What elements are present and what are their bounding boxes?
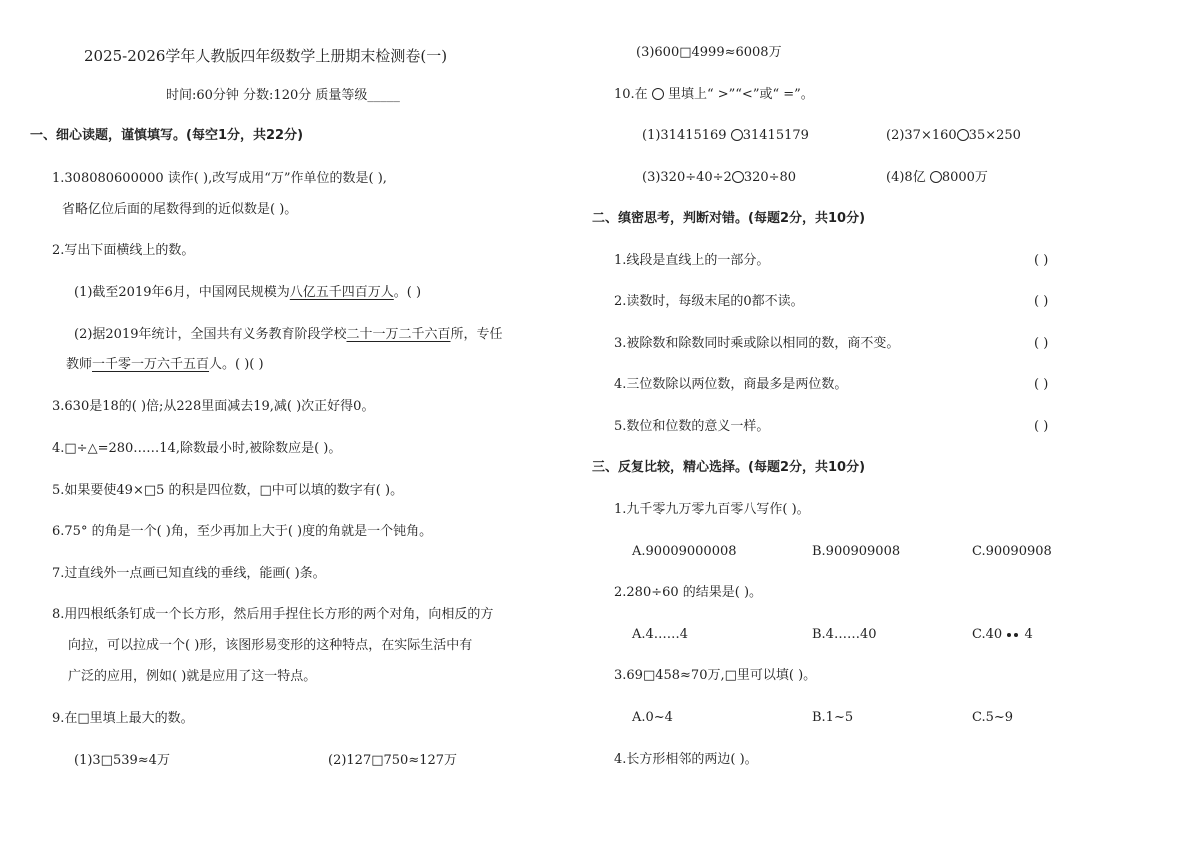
q9-stem: 9.在□里填上最大的数。	[52, 711, 194, 726]
q8-line-a: 8.用四根纸条钉成一个长方形，然后用手捏住长方形的两个对角，向相反的方	[52, 607, 494, 622]
q10-2-left: (2)37×160	[886, 128, 957, 143]
choice-q1-opt-a[interactable]: A.90009000008	[632, 544, 737, 559]
choice-q1-opt-c[interactable]: C.90090908	[972, 544, 1052, 559]
q2-2-pre: (2)据2019年统计，全国共有义务教育阶段学校	[74, 327, 347, 342]
q6: 6.75° 的角是一个( )角，至少再加上大于( )度的角就是一个钝角。	[52, 524, 433, 539]
q2-2	[74, 326, 503, 344]
q7: 7.过直线外一点画已知直线的垂线，能画( )条。	[52, 566, 326, 581]
q2-3-pre: 教师	[66, 357, 93, 372]
q2-3	[66, 356, 264, 374]
choice-q2-opt-a[interactable]: A.4……4	[632, 627, 689, 642]
q10-2	[886, 127, 1021, 145]
judge-item-2: 2.读数时，每级末尾的0都不读。	[614, 294, 804, 309]
choice-q2-opt-c[interactable]	[972, 626, 1033, 644]
choice-q3-opt-b[interactable]: B.1~5	[812, 710, 854, 725]
q10-2-right: 35×250	[968, 128, 1021, 143]
judge-answer-3[interactable]: ( )	[1034, 336, 1049, 351]
judge-answer-4[interactable]: ( )	[1034, 377, 1049, 392]
remainder-dots-icon	[1006, 630, 1020, 640]
q1-line-b: 省略亿位后面的尾数得到的近似数是( )。	[62, 202, 298, 217]
choice-q2-opt-c-value: C.40	[972, 627, 1003, 642]
q10-1	[642, 127, 809, 145]
q2-3-post: 人。( )( )	[209, 357, 264, 372]
q2-1-underlined: 八亿五千四百万人	[289, 285, 394, 300]
q3: 3.630是18的( )倍;从228里面减去19,减( )次正好得0。	[52, 399, 375, 414]
choice-q1-opt-b[interactable]: B.900909008	[812, 544, 901, 559]
q10-1-left: (1)31415169	[642, 128, 727, 143]
q2-1-post: 。( )	[393, 285, 422, 300]
compare-circle-icon[interactable]	[957, 129, 969, 141]
q2-2-post: 所，专任	[450, 327, 503, 342]
choice-q3-opt-c[interactable]: C.5~9	[972, 710, 1014, 725]
section-2-heading: 二、缜密思考，判断对错。(每题2分，共10分)	[592, 211, 866, 226]
q9-3: (3)600□4999≈6008万	[636, 45, 782, 60]
choice-q1: 1.九千零九万零九百零八写作( )。	[614, 502, 810, 517]
judge-answer-5[interactable]: ( )	[1034, 419, 1049, 434]
q10-1-right: 31415179	[742, 128, 809, 143]
compare-circle-icon[interactable]	[732, 171, 744, 183]
choice-q2-opt-c-tail: 4	[1024, 627, 1033, 642]
q8-line-b: 向拉，可以拉成一个( )形，该图形易变形的这种特点，在实际生活中有	[68, 638, 473, 653]
q2-1	[74, 284, 421, 302]
choice-q3-opt-a[interactable]: A.0~4	[632, 710, 673, 725]
choice-q4: 4.长方形相邻的两边( )。	[614, 752, 758, 767]
q2-1-pre: (1)截至2019年6月，中国网民规模为	[74, 285, 290, 300]
choice-q2: 2.280÷60 的结果是( )。	[614, 585, 763, 600]
q2-stem: 2.写出下面横线上的数。	[52, 243, 195, 258]
q10-3-left: (3)320÷40÷2	[642, 170, 732, 185]
q10-3	[642, 169, 796, 187]
q9-2: (2)127□750≈127万	[328, 753, 458, 768]
compare-circle-icon[interactable]	[930, 171, 942, 183]
q10-4	[886, 169, 988, 187]
judge-item-1: 1.线段是直线上的一部分。	[614, 253, 770, 268]
q9-1: (1)3□539≈4万	[74, 753, 170, 768]
compare-circle-icon[interactable]	[731, 129, 743, 141]
q2-3-underlined: 一千零一万六千五百	[92, 357, 210, 372]
judge-item-3: 3.被除数和除数同时乘或除以相同的数，商不变。	[614, 336, 900, 351]
q5: 5.如果要使49×□5 的积是四位数，□中可以填的数字有( )。	[52, 483, 404, 498]
q10-3-right: 320÷80	[743, 170, 797, 185]
q10-4-left: (4)8亿	[886, 170, 926, 185]
q10-4-right: 8000万	[941, 170, 988, 185]
q2-2-underlined: 二十一万二千六百	[346, 327, 451, 342]
exam-info: 时间:60分钟 分数:120分 质量等级_____	[166, 88, 400, 103]
q10-post: 里填上“ >”“<”或“ =”。	[667, 87, 814, 102]
choice-q2-opt-b[interactable]: B.4……40	[812, 627, 877, 642]
section-1-heading: 一、细心读题，谨慎填写。(每空1分，共22分)	[30, 128, 304, 143]
judge-item-5: 5.数位和位数的意义一样。	[614, 419, 770, 434]
q10-pre: 10.在	[614, 87, 648, 102]
q10-stem	[614, 86, 814, 104]
q4: 4.□÷△=280……14,除数最小时,被除数应是( )。	[52, 441, 342, 456]
q1-line-a: 1.308080600000 读作( ),改写成用“万”作单位的数是( ),	[52, 171, 387, 186]
page-title: 2025-2026学年人教版四年级数学上册期末检测卷(一)	[84, 47, 448, 65]
q8-line-c: 广泛的应用，例如( )就是应用了这一特点。	[68, 669, 317, 684]
choice-q3: 3.69□458≈70万,□里可以填( )。	[614, 668, 817, 683]
compare-circle-icon	[652, 88, 664, 100]
judge-item-4: 4.三位数除以两位数，商最多是两位数。	[614, 377, 848, 392]
judge-answer-1[interactable]: ( )	[1034, 253, 1049, 268]
section-3-heading: 三、反复比较，精心选择。(每题2分，共10分)	[592, 460, 866, 475]
judge-answer-2[interactable]: ( )	[1034, 294, 1049, 309]
